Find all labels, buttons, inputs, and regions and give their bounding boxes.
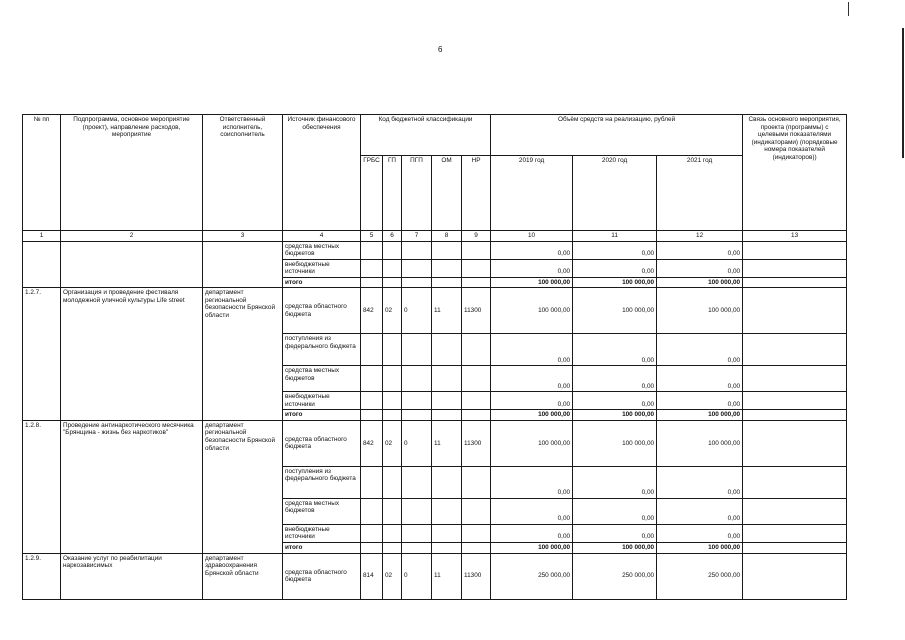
value-2019: 100 000,00: [491, 543, 573, 554]
link-cell: [743, 334, 847, 366]
value-2021: 250 000,00: [657, 553, 743, 599]
value-2020: 100 000,00: [573, 543, 657, 554]
scan-edge-mark: [848, 2, 849, 16]
value-2020: 100 000,00: [573, 277, 657, 288]
column-numbers-row: [23, 231, 847, 242]
code-grbs: [361, 259, 383, 277]
value-2019: 0,00: [491, 466, 573, 498]
column-number: 11: [573, 231, 657, 242]
source-cell: средства местных бюджетов: [283, 241, 361, 259]
link-cell: [743, 392, 847, 410]
header-row: [23, 115, 847, 156]
responsible-cell: [203, 241, 283, 288]
code-grbs: [361, 498, 383, 524]
code-gp: [383, 259, 402, 277]
item-number: 1.2.7.: [23, 288, 61, 421]
code-nr: 11300: [462, 553, 491, 599]
header-num: № пп: [23, 115, 61, 231]
code-pgp: [402, 466, 432, 498]
link-cell: [743, 524, 847, 542]
header-2019: 2019 год: [491, 156, 573, 231]
source-cell: внебюджетные источники: [283, 524, 361, 542]
code-grbs: 842: [361, 288, 383, 334]
table-row: [23, 553, 847, 599]
value-2019: 100 000,00: [491, 277, 573, 288]
value-2020: 100 000,00: [573, 410, 657, 421]
link-cell: [743, 498, 847, 524]
code-grbs: [361, 543, 383, 554]
code-nr: [462, 334, 491, 366]
code-om: 11: [432, 288, 462, 334]
item-number: 1.2.9.: [23, 553, 61, 599]
value-2019: 0,00: [491, 241, 573, 259]
header-responsible: Ответственный исполнитель, соисполнитель: [203, 115, 283, 231]
code-nr: 11300: [462, 420, 491, 466]
value-2021: 0,00: [657, 524, 743, 542]
value-2021: 100 000,00: [657, 410, 743, 421]
code-nr: [462, 366, 491, 392]
value-2019: 250 000,00: [491, 553, 573, 599]
value-2020: 0,00: [573, 466, 657, 498]
header-2020: 2020 год: [573, 156, 657, 231]
code-gp: [383, 410, 402, 421]
header-nr: НР: [462, 156, 491, 231]
source-cell: итого: [283, 277, 361, 288]
column-number: 8: [432, 231, 462, 242]
code-gp: [383, 498, 402, 524]
value-2021: 0,00: [657, 366, 743, 392]
code-pgp: 0: [402, 288, 432, 334]
value-2019: 0,00: [491, 392, 573, 410]
header-gp: ГП: [383, 156, 402, 231]
value-2021: 0,00: [657, 259, 743, 277]
value-2020: 0,00: [573, 498, 657, 524]
header-program: Подпрограмма, основное мероприятие (проект), направление расходов, мероприятие: [61, 115, 203, 231]
code-gp: [383, 241, 402, 259]
column-number: 9: [462, 231, 491, 242]
code-nr: 11300: [462, 288, 491, 334]
link-cell: [743, 366, 847, 392]
link-cell: [743, 466, 847, 498]
source-cell: средства областного бюджета: [283, 553, 361, 599]
header-grbs: ГРБС: [361, 156, 383, 231]
page-number: 6: [438, 45, 443, 54]
column-number: 13: [743, 231, 847, 242]
link-cell: [743, 259, 847, 277]
value-2020: 0,00: [573, 259, 657, 277]
code-pgp: 0: [402, 420, 432, 466]
link-cell: [743, 410, 847, 421]
code-nr: [462, 259, 491, 277]
code-gp: [383, 543, 402, 554]
code-om: [432, 259, 462, 277]
code-om: [432, 543, 462, 554]
code-pgp: [402, 543, 432, 554]
header-link: Связь основного мероприятия, проекта (программы) с целевыми показателями (индикаторами) (порядковые номера показателей (индикаторов)): [743, 115, 847, 231]
value-2021: 0,00: [657, 466, 743, 498]
source-cell: средства областного бюджета: [283, 288, 361, 334]
link-cell: [743, 277, 847, 288]
link-cell: [743, 543, 847, 554]
code-gp: [383, 334, 402, 366]
code-pgp: [402, 277, 432, 288]
value-2019: 100 000,00: [491, 410, 573, 421]
code-grbs: [361, 524, 383, 542]
value-2021: 0,00: [657, 334, 743, 366]
code-nr: [462, 543, 491, 554]
source-cell: внебюджетные источники: [283, 259, 361, 277]
code-nr: [462, 498, 491, 524]
column-number: 6: [383, 231, 402, 242]
code-gp: [383, 277, 402, 288]
budget-table: [22, 114, 847, 600]
item-title: Проведение антинаркотического месячника "Брянщина - жизнь без наркотиков": [61, 420, 203, 553]
item-responsible: департамент здравоохранения Брянской области: [203, 553, 283, 599]
source-cell: внебюджетные источники: [283, 392, 361, 410]
code-nr: [462, 524, 491, 542]
code-grbs: [361, 241, 383, 259]
column-number: 5: [361, 231, 383, 242]
link-cell: [743, 553, 847, 599]
code-grbs: [361, 466, 383, 498]
link-cell: [743, 288, 847, 334]
value-2020: 0,00: [573, 366, 657, 392]
value-2020: 100 000,00: [573, 420, 657, 466]
value-2019: 0,00: [491, 498, 573, 524]
code-pgp: [402, 524, 432, 542]
header-source: Источник финансового обеспечения: [283, 115, 361, 231]
code-grbs: [361, 410, 383, 421]
code-om: 11: [432, 553, 462, 599]
column-number: 2: [61, 231, 203, 242]
source-cell: поступления из федерального бюджета: [283, 466, 361, 498]
value-2019: 0,00: [491, 524, 573, 542]
value-2021: 0,00: [657, 392, 743, 410]
item-title: Оказание услуг по реабилитации наркозависимых: [61, 553, 203, 599]
code-gp: [383, 466, 402, 498]
code-om: 11: [432, 420, 462, 466]
column-number: 7: [402, 231, 432, 242]
value-2020: 100 000,00: [573, 288, 657, 334]
column-number: 4: [283, 231, 361, 242]
header-om: ОМ: [432, 156, 462, 231]
code-om: [432, 466, 462, 498]
code-grbs: [361, 392, 383, 410]
column-number: 1: [23, 231, 61, 242]
code-om: [432, 410, 462, 421]
header-2021: 2021 год: [657, 156, 743, 231]
value-2019: 100 000,00: [491, 420, 573, 466]
header-budget-code: Код бюджетной классификации: [361, 115, 491, 156]
link-cell: [743, 420, 847, 466]
num-cell: [23, 241, 61, 288]
link-cell: [743, 241, 847, 259]
item-number: 1.2.8.: [23, 420, 61, 553]
code-pgp: [402, 410, 432, 421]
code-om: [432, 277, 462, 288]
item-responsible: департамент региональной безопасности Брянской области: [203, 420, 283, 553]
code-nr: [462, 277, 491, 288]
table-row: [23, 420, 847, 466]
source-cell: итого: [283, 543, 361, 554]
value-2021: 100 000,00: [657, 543, 743, 554]
code-pgp: [402, 498, 432, 524]
value-2021: 0,00: [657, 498, 743, 524]
scan-edge-line: [902, 28, 904, 158]
value-2019: 0,00: [491, 366, 573, 392]
value-2021: 0,00: [657, 241, 743, 259]
code-gp: [383, 392, 402, 410]
code-gp: [383, 366, 402, 392]
column-number: 12: [657, 231, 743, 242]
code-om: [432, 334, 462, 366]
code-grbs: [361, 334, 383, 366]
code-grbs: [361, 366, 383, 392]
header-pgp: ПГП: [402, 156, 432, 231]
table-row: [23, 241, 847, 259]
code-nr: [462, 410, 491, 421]
code-nr: [462, 392, 491, 410]
item-responsible: департамент региональной безопасности Брянской области: [203, 288, 283, 421]
source-cell: средства местных бюджетов: [283, 498, 361, 524]
code-om: [432, 366, 462, 392]
code-gp: [383, 524, 402, 542]
value-2020: 0,00: [573, 334, 657, 366]
code-pgp: 0: [402, 553, 432, 599]
value-2020: 0,00: [573, 392, 657, 410]
code-gp: 02: [383, 420, 402, 466]
value-2021: 100 000,00: [657, 420, 743, 466]
code-pgp: [402, 334, 432, 366]
column-number: 10: [491, 231, 573, 242]
code-nr: [462, 466, 491, 498]
code-grbs: [361, 277, 383, 288]
source-cell: средства местных бюджетов: [283, 366, 361, 392]
code-nr: [462, 241, 491, 259]
table-row: [23, 288, 847, 334]
header-volume: Объём средств на реализацию, рублей: [491, 115, 743, 156]
code-gp: 02: [383, 553, 402, 599]
code-grbs: 842: [361, 420, 383, 466]
code-pgp: [402, 392, 432, 410]
value-2020: 0,00: [573, 241, 657, 259]
source-cell: поступления из федерального бюджета: [283, 334, 361, 366]
program-cell: [61, 241, 203, 288]
code-gp: 02: [383, 288, 402, 334]
code-om: [432, 241, 462, 259]
source-cell: средства областного бюджета: [283, 420, 361, 466]
value-2019: 0,00: [491, 334, 573, 366]
value-2020: 250 000,00: [573, 553, 657, 599]
source-cell: итого: [283, 410, 361, 421]
value-2021: 100 000,00: [657, 277, 743, 288]
code-om: [432, 392, 462, 410]
code-om: [432, 498, 462, 524]
code-pgp: [402, 259, 432, 277]
item-title: Организация и проведение фестиваля молодежной уличной культуры Life street: [61, 288, 203, 421]
code-grbs: 814: [361, 553, 383, 599]
value-2019: 0,00: [491, 259, 573, 277]
code-pgp: [402, 366, 432, 392]
value-2019: 100 000,00: [491, 288, 573, 334]
value-2020: 0,00: [573, 524, 657, 542]
value-2021: 100 000,00: [657, 288, 743, 334]
code-om: [432, 524, 462, 542]
column-number: 3: [203, 231, 283, 242]
code-pgp: [402, 241, 432, 259]
